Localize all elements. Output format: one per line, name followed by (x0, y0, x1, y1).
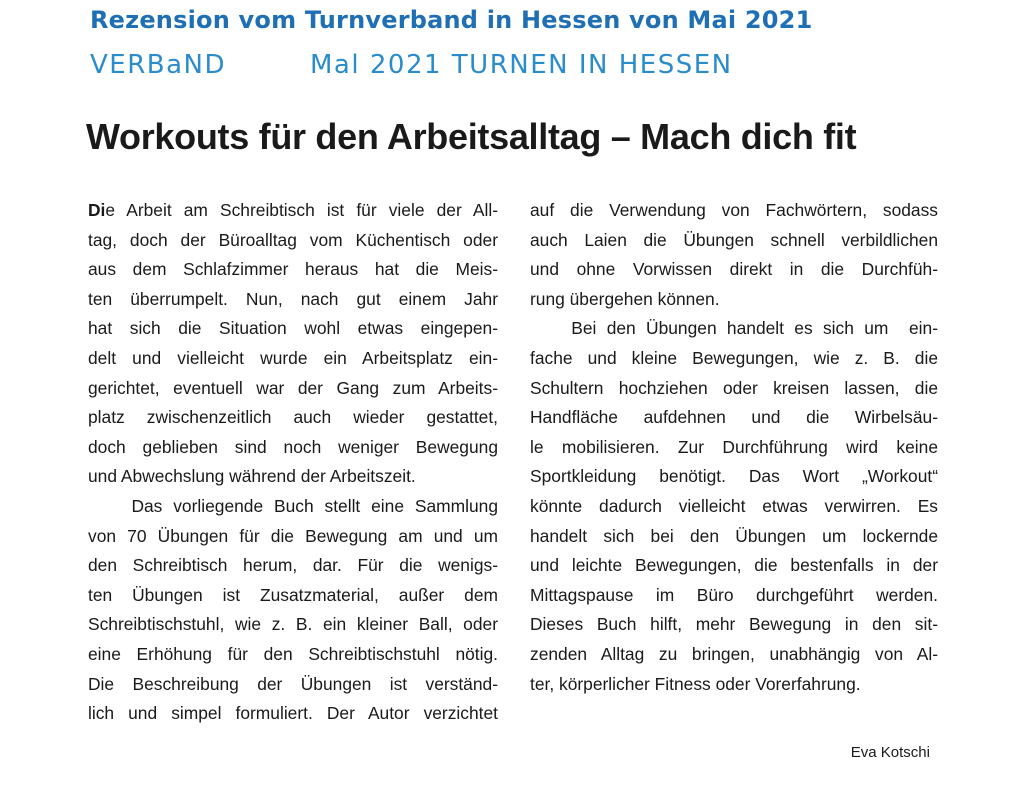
article-line: delt und vielleicht wurde ein Arbeitsplatz ein- (88, 347, 498, 368)
article-line: Schultern hochziehen oder kreisen lassen, die (530, 377, 938, 398)
article-line: Mittagspause im Büro durchgeführt werden. (530, 584, 938, 605)
article-line: Die Beschreibung der Übungen ist verständ- (88, 673, 498, 694)
article-column-left (88, 196, 498, 729)
article-line: ten Übungen ist Zusatzmaterial, außer dem (88, 584, 498, 605)
article-line: le mobilisieren. Zur Durchführung wird keine (530, 436, 938, 457)
article-line: ten überrumpelt. Nun, nach gut einem Jahr (88, 288, 498, 309)
article-line: Das vorliegende Buch stellt eine Sammlung (88, 495, 498, 516)
article-first-line-text: e Arbeit am Schreibtisch ist für viele der All- (105, 200, 498, 220)
review-header-title: Rezension vom Turnverband in Hessen von Mai 2021 (90, 6, 813, 34)
article-line: doch geblieben sind noch weniger Bewegung (88, 436, 498, 457)
article-line: und leichte Bewegungen, die bestenfalls in der (530, 555, 938, 576)
magazine-issue: Mal 2021 TURNEN IN HESSEN (310, 50, 733, 80)
article-line: zenden Alltag zu bringen, unabhängig von Al- (530, 643, 938, 664)
article-line: auch Laien die Übungen schnell verbildlichen (530, 229, 938, 250)
article-line: Sportkleidung benötigt. Das Wort „Workout“ (530, 466, 938, 487)
article-line: fache und kleine Bewegungen, wie z. B. die (530, 347, 938, 368)
article-line: handelt sich bei den Übungen um lockernde (530, 525, 938, 546)
article-line: ter, körperlicher Fitness oder Vorerfahrung. (530, 673, 861, 694)
article-line: lich und simpel formuliert. Der Autor verzichtet (88, 703, 498, 724)
article-line: platz zwischenzeitlich auch wieder gestattet, (88, 407, 498, 428)
article-line: Bei den Übungen handelt es sich um ein- (530, 318, 938, 339)
article-line: rung übergehen können. (530, 288, 720, 309)
article-line: und Abwechslung während der Arbeitszeit. (88, 466, 416, 487)
article-line: aus dem Schlafzimmer heraus hat die Meis- (88, 259, 498, 280)
article-column-right (530, 196, 938, 699)
article-line: hat sich die Situation wohl etwas eingepen- (88, 318, 498, 339)
article-line: Handfläche aufdehnen und die Wirbelsäu- (530, 407, 938, 428)
article-title: Workouts für den Arbeitsalltag – Mach dich fit (86, 116, 857, 157)
article-dropcap: Di (88, 200, 106, 220)
article-line: eine Erhöhung für den Schreibtischstuhl nötig. (88, 643, 498, 664)
author-signature: Eva Kotschi (850, 744, 930, 761)
article-line: von 70 Übungen für die Bewegung am und um (88, 525, 498, 546)
article-line: tag, doch der Büroalltag vom Küchentisch oder (88, 229, 498, 250)
article-line: und ohne Vorwissen direkt in die Durchfüh- (530, 259, 938, 280)
article-line: gerichtet, eventuell war der Gang zum Arbeits- (88, 377, 498, 398)
magazine-header (90, 50, 733, 80)
magazine-section: VERBaND (90, 50, 227, 80)
article-line: Schreibtischstuhl, wie z. B. ein kleiner Ball, oder (88, 614, 498, 635)
article-line: Dieses Buch hilft, mehr Bewegung in den sit- (530, 614, 938, 635)
article-line: könnte dadurch vielleicht etwas verwirren. Es (530, 495, 938, 516)
article-line: auf die Verwendung von Fachwörtern, sodass (530, 200, 938, 220)
article-line (88, 196, 498, 226)
article-line: den Schreibtisch herum, dar. Für die wenigs- (88, 555, 498, 576)
